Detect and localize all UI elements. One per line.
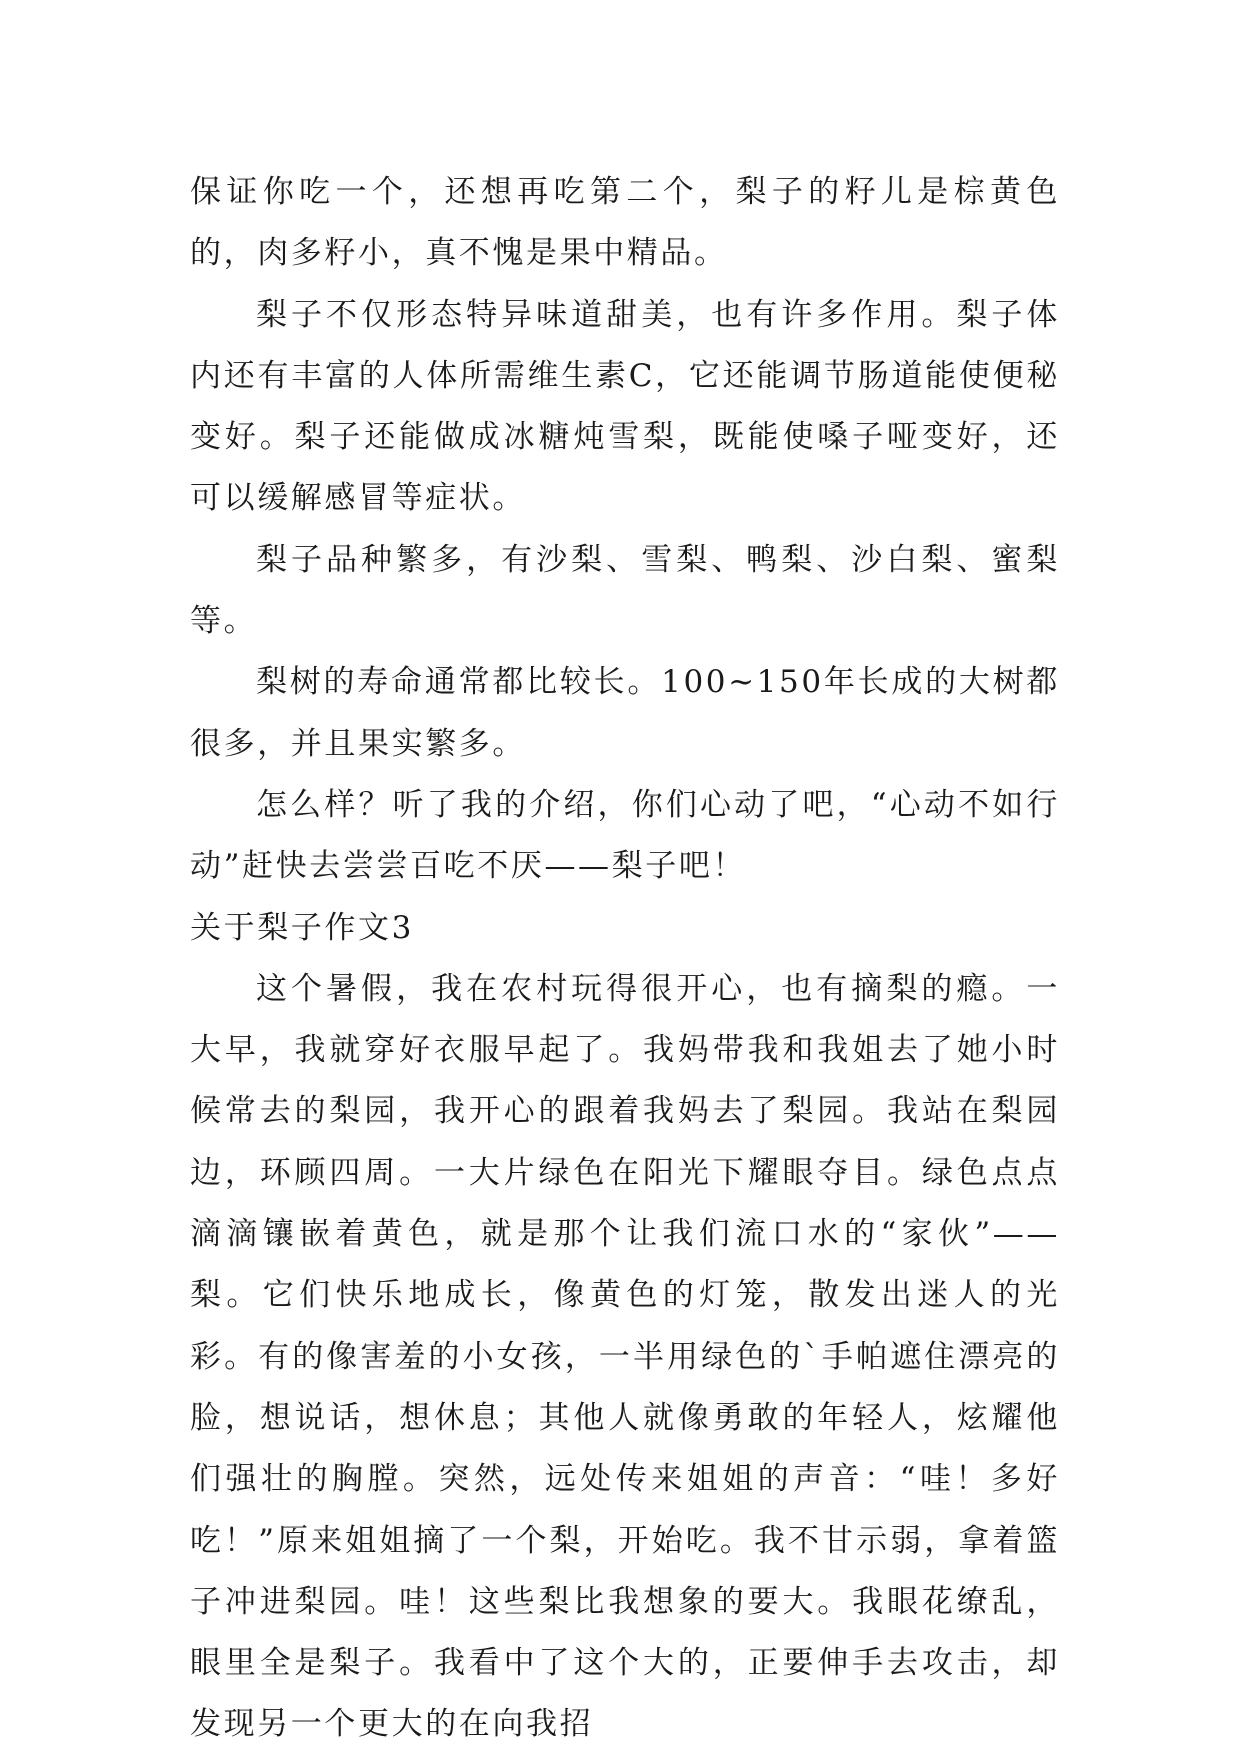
paragraph-pear-benefits: 梨子不仅形态特异味道甜美，也有许多作用。梨子体内还有丰富的人体所需维生素C，它还能调节肠道能使便秘变好。梨子还能做成冰糖炖雪梨，既能使嗓子哑变好，还可以缓解感冒等症状。 bbox=[190, 296, 1060, 517]
paragraph-conclusion: 怎么样？听了我的介绍，你们心动了吧，“心动不如行动”赶快去尝尝百吃不厌——梨子吧！ bbox=[190, 786, 1060, 885]
paragraph-pear-seeds: 保证你吃一个，还想再吃第二个，梨子的籽儿是棕黄色的，肉多籽小，真不愧是果中精品。 bbox=[190, 174, 1060, 272]
paragraph-summer-orchard: 这个暑假，我在农村玩得很开心，也有摘梨的瘾。一大早，我就穿好衣服早起了。我妈带我和我姐去了她小时候常去的梨园，我开心的跟着我妈去了梨园。我站在梨园边，环顾四周。一大片绿色在阳光下耀眼夺目。绿色点点滴滴镶嵌着黄色，就是那个让我们流口水的“家伙”——梨。它们快乐地成长，像黄色的灯笼，散发出迷人的光彩。有的像害羞的小女孩，一半用绿色的`手帕遮住漂亮的脸，想说话，想休息；其他人就像勇敢的年轻人，炫耀他们强壮的胸膛。突然，远处传来姐姐的声音：“哇！多好吃！”原来姐姐摘了一个梨，开始吃。我不甘示弱，拿着篮子冲进梨园。哇！这些梨比我想象的要大。我眼花缭乱，眼里全是梨子。我看中了这个大的，正要伸手去攻击，却发现另一个更大的在向我招 bbox=[190, 970, 1060, 1743]
section-heading: 关于梨子作文3 bbox=[190, 909, 414, 946]
document-page bbox=[190, 162, 1060, 1756]
paragraph-pear-tree-lifespan: 梨树的寿命通常都比较长。100~150年长成的大树都很多，并且果实繁多。 bbox=[190, 664, 1060, 762]
paragraph-pear-varieties: 梨子品种繁多，有沙梨、雪梨、鸭梨、沙白梨、蜜梨等。 bbox=[190, 541, 1060, 640]
